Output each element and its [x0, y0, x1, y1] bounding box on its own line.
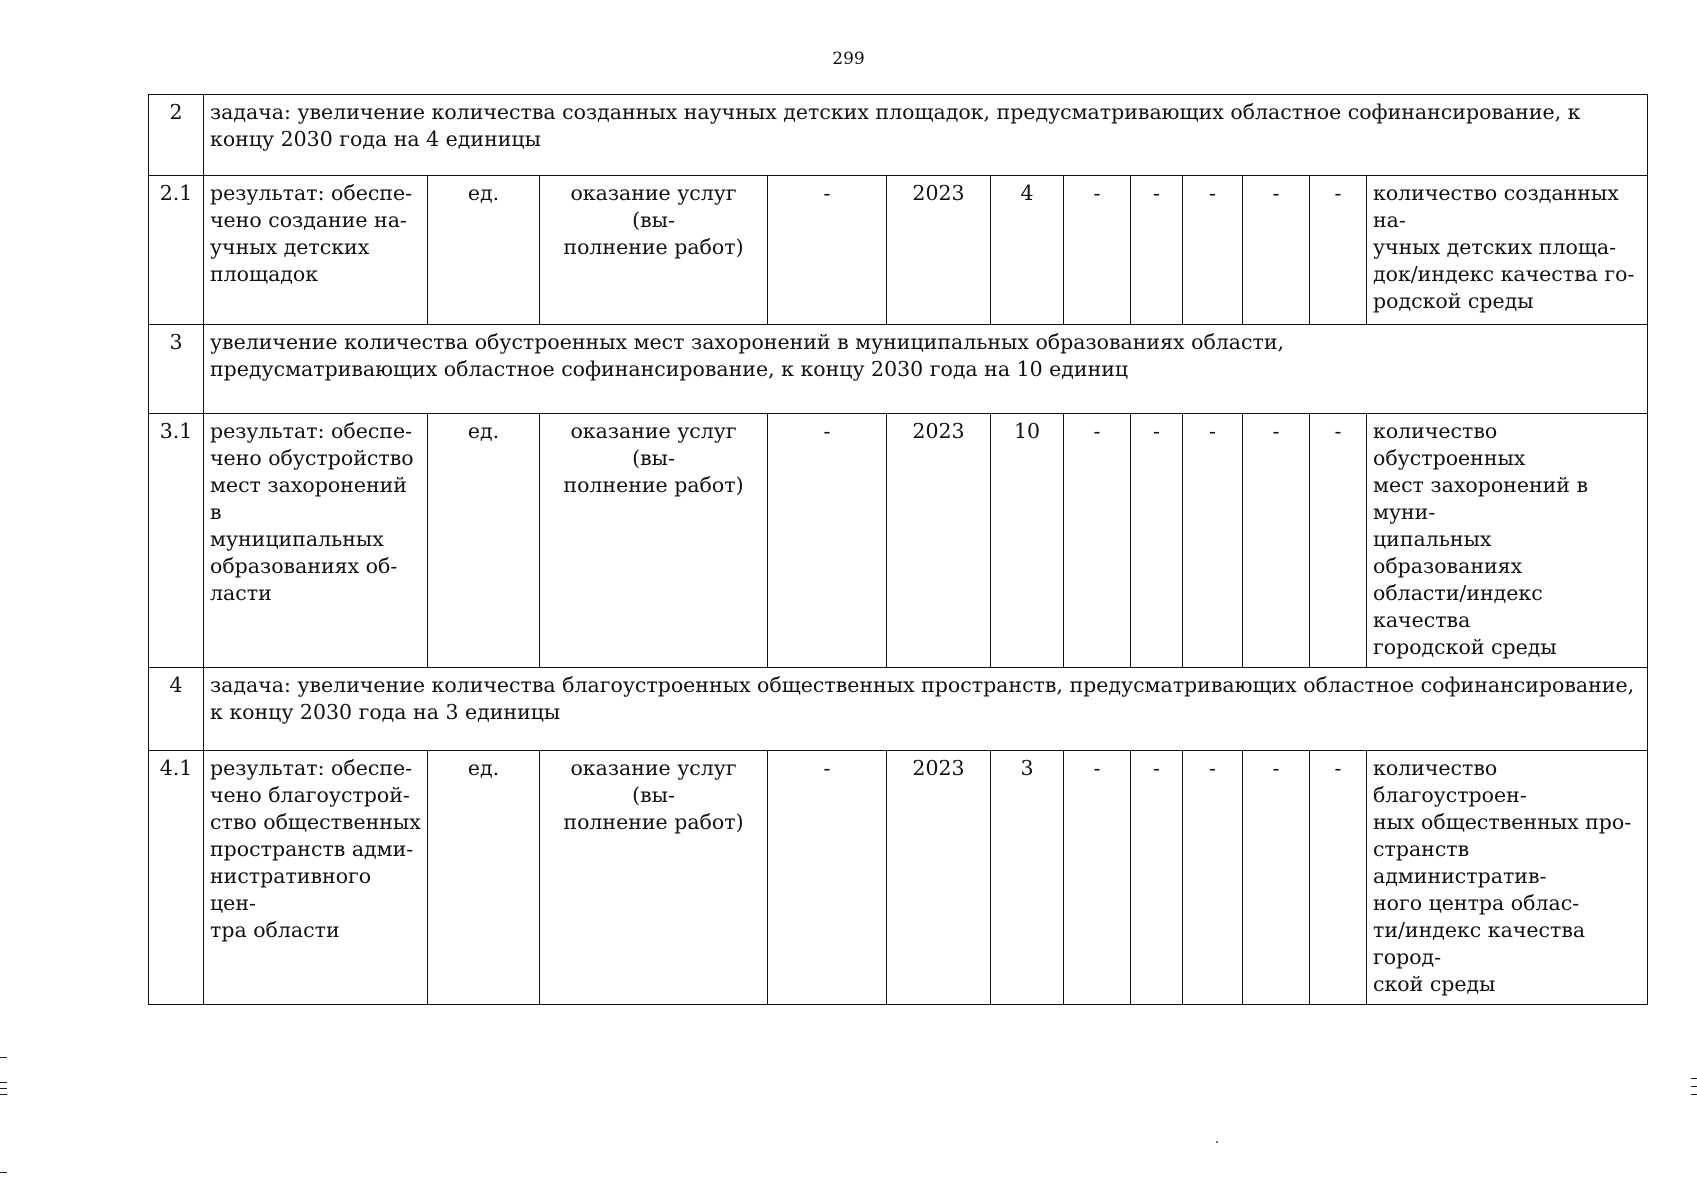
type-text: оказание услуг (вы- полнение работ)	[563, 419, 744, 497]
link-text: количество созданных на- учных детских площа- док/индекс качества го- родской среды	[1373, 181, 1635, 313]
value-cell-2: -	[1064, 751, 1131, 1005]
row-number: 2.1	[149, 176, 204, 325]
result-row	[149, 751, 1648, 1005]
page-number: 299	[832, 49, 865, 69]
scan-edge-mark	[1691, 1086, 1697, 1087]
base-value-cell: -	[768, 414, 887, 668]
value-cell-1: 3	[991, 751, 1064, 1005]
value-cell-6: -	[1310, 414, 1367, 668]
result-row	[149, 176, 1648, 325]
link-cell	[1367, 176, 1648, 325]
value-cell-2: -	[1064, 414, 1131, 668]
value-cell-1: 10	[991, 414, 1064, 668]
value-cell-5: -	[1243, 751, 1310, 1005]
scan-edge-mark	[0, 1088, 7, 1089]
scan-edge-mark	[0, 1094, 7, 1095]
task-text: задача: увеличение количества благоустроенных общественных пространств, предусматривающих областное софинансирование, к концу 2030 года на 3 единицы	[204, 668, 1648, 751]
task-row	[149, 668, 1648, 751]
type-cell	[540, 414, 768, 668]
task-row	[149, 325, 1648, 414]
result-name-text: результат: обеспе- чено создание на- учных детских площадок	[210, 181, 413, 286]
task-text-content: увеличение количества обустроенных мест захоронений в муниципальных образованиях области, предусматривающих областное софинансирование, к концу 2030 года на 10 единиц	[210, 330, 1285, 381]
task-row	[149, 95, 1648, 176]
row-number: 2	[149, 95, 204, 176]
result-name	[204, 751, 428, 1005]
scan-dot	[1216, 1141, 1218, 1143]
link-text: количество благоустроен- ных общественных про- странств административ- ного центра облас- ти/индекс качества город- ской среды	[1373, 756, 1632, 996]
link-cell	[1367, 751, 1648, 1005]
value-cell-5: -	[1243, 176, 1310, 325]
row-number: 4.1	[149, 751, 204, 1005]
unit-cell: ед.	[428, 176, 540, 325]
year-cell: 2023	[887, 176, 991, 325]
value-cell-6: -	[1310, 176, 1367, 325]
year-cell: 2023	[887, 414, 991, 668]
value-cell-4: -	[1183, 176, 1243, 325]
row-number: 3	[149, 325, 204, 414]
unit-cell: ед.	[428, 751, 540, 1005]
type-text: оказание услуг (вы- полнение работ)	[563, 181, 744, 259]
indicators-table	[148, 94, 1648, 1005]
type-cell	[540, 751, 768, 1005]
value-cell-5: -	[1243, 414, 1310, 668]
result-row	[149, 414, 1648, 668]
value-cell-4: -	[1183, 751, 1243, 1005]
base-value-cell: -	[768, 751, 887, 1005]
base-value-cell: -	[768, 176, 887, 325]
scan-edge-mark	[1691, 1078, 1697, 1079]
value-cell-6: -	[1310, 751, 1367, 1005]
task-text	[204, 325, 1648, 414]
value-cell-3: -	[1131, 751, 1183, 1005]
link-cell	[1367, 414, 1648, 668]
scan-edge-mark	[0, 1082, 7, 1083]
row-number: 3.1	[149, 414, 204, 668]
value-cell-3: -	[1131, 176, 1183, 325]
result-name	[204, 414, 428, 668]
year-cell: 2023	[887, 751, 991, 1005]
unit-cell: ед.	[428, 414, 540, 668]
value-cell-2: -	[1064, 176, 1131, 325]
task-text: задача: увеличение количества созданных научных детских площадок, предусматривающих областное софинансирование, к концу 2030 года на 4 единицы	[204, 95, 1648, 176]
type-cell	[540, 176, 768, 325]
link-text: количество обустроенных мест захоронений в муни- ципальных образованиях области/индекс качества городской среды	[1373, 419, 1589, 659]
type-text: оказание услуг (вы- полнение работ)	[563, 756, 744, 834]
value-cell-3: -	[1131, 414, 1183, 668]
result-name-text: результат: обеспе- чено обустройство мест захоронений в муниципальных образованиях об- ласти	[210, 419, 414, 605]
result-name	[204, 176, 428, 325]
scan-edge-mark	[1691, 1094, 1697, 1095]
row-number: 4	[149, 668, 204, 751]
result-name-text: результат: обеспе- чено благоустрой- ство общественных пространств адми- нистративного цен- тра области	[210, 756, 421, 942]
value-cell-1: 4	[991, 176, 1064, 325]
scan-edge-mark	[0, 1172, 7, 1173]
scan-edge-mark	[0, 1057, 7, 1058]
value-cell-4: -	[1183, 414, 1243, 668]
